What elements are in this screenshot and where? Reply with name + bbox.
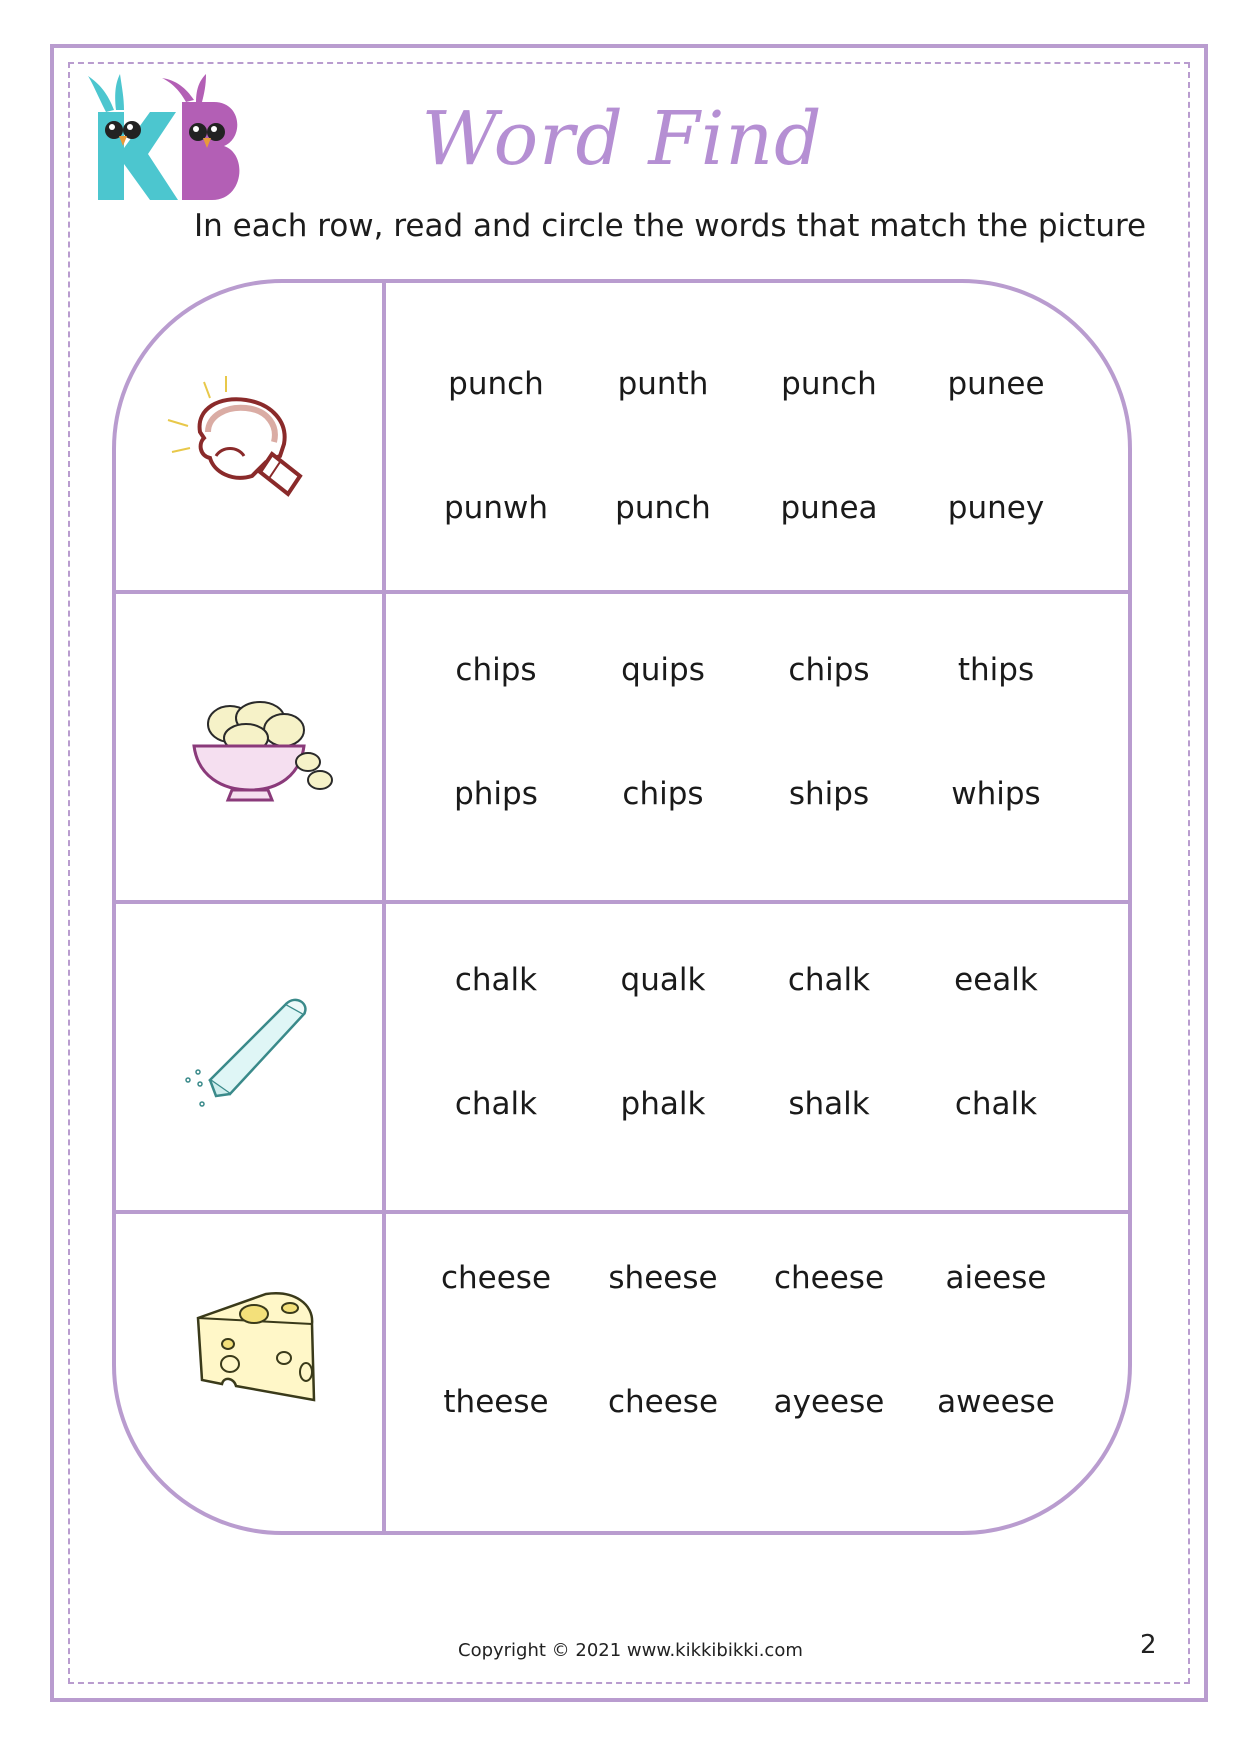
word-option[interactable]: quips [621,652,705,688]
word-option[interactable]: eealk [954,962,1038,998]
page-title: Word Find [421,96,823,182]
row-divider [114,900,1130,904]
word-option[interactable]: punth [617,366,709,402]
word-option[interactable]: chips [622,776,704,812]
word-option[interactable]: punee [947,366,1045,402]
chips-bowl-icon [186,690,336,814]
cheese-icon [194,1288,324,1412]
instruction-text: In each row, read and circle the words that match the picture [194,208,1147,244]
word-option[interactable]: phalk [620,1086,706,1122]
word-option[interactable]: ships [788,776,870,812]
word-option[interactable]: aweese [937,1384,1055,1420]
word-option[interactable]: chalk [454,1086,538,1122]
word-option[interactable]: chalk [954,1086,1038,1122]
word-option[interactable]: puney [947,490,1045,526]
word-option[interactable]: theese [443,1384,549,1420]
word-option[interactable]: chips [455,652,537,688]
word-option[interactable]: chalk [787,962,871,998]
row-divider [114,590,1130,594]
word-option[interactable]: chips [788,652,870,688]
word-option[interactable]: qualk [620,962,706,998]
chalk-icon [180,990,320,1124]
word-option[interactable]: cheese [440,1260,552,1296]
word-option[interactable]: ayeese [773,1384,885,1420]
word-option[interactable]: sheese [608,1260,718,1296]
word-option[interactable]: punwh [444,490,548,526]
word-option[interactable]: chalk [454,962,538,998]
word-option[interactable]: phips [454,776,538,812]
word-option[interactable]: shalk [788,1086,870,1122]
word-option[interactable]: cheese [773,1260,885,1296]
word-option[interactable]: whips [951,776,1041,812]
column-divider [382,282,386,1532]
word-option[interactable]: aieese [945,1260,1047,1296]
word-option[interactable]: punea [780,490,878,526]
copyright-text: Copyright © 2021 www.kikkibikki.com [458,1640,803,1661]
word-option[interactable]: cheese [607,1384,719,1420]
word-option[interactable]: punch [448,366,544,402]
word-option[interactable]: thips [957,652,1035,688]
page-number: 2 [1140,1630,1157,1660]
word-option[interactable]: punch [615,490,711,526]
row-divider [114,1210,1130,1214]
word-option[interactable]: punch [781,366,877,402]
boxing-glove-icon [160,372,320,506]
